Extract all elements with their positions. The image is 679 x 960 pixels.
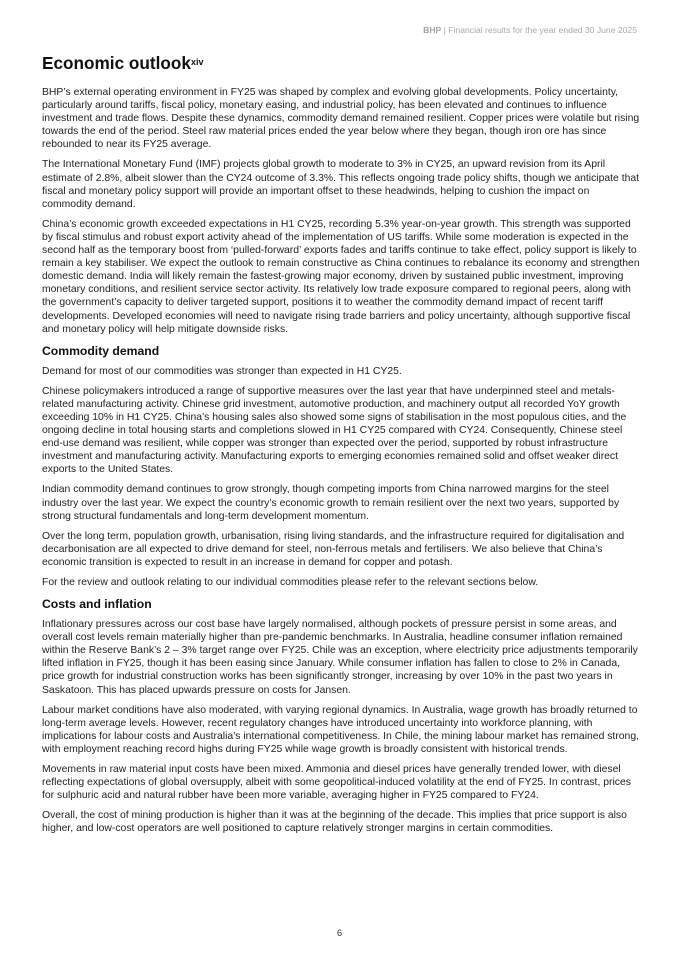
costs-paragraph-4: Overall, the cost of mining production is higher than it was at the beginning of the decade. This implies that price support is also higher, and low-cost operators are well positioned to capture relatively stronger margins in certain commodities. (42, 810, 627, 835)
commodity-paragraph-2: Chinese policymakers introduced a range of supportive measures over the last year that have underpinned steel and metals-related manufacturing activity. Chinese grid investment, automotive production, and machinery output all recorded YoY growth exceeding 10% in H1 CY25. China’s housing sales also showed some signs of stabilisation in the most populous cities, and the ongoing decline in total housing starts and completions slowed in H1 CY25 compared with CY24. Consequently, Chinese steel end-use demand was resilient, while copper was stronger than expected over the period, supported by robust infrastructure investment and manufacturing activity. Manufacturing exports to emerging economies remained solid and offset weaker direct exports to the United States. (42, 385, 627, 476)
costs-paragraph-1: Inflationary pressures across our cost base have largely normalised, although pockets of pressure persist in some areas, and overall cost levels remain materially higher than pre-pandemic benchmarks. In Australia, headline consumer inflation remained within the Reserve Bank’s 2 – 3% target range over FY25. Chile was an exception, where electricity price adjustments temporarily lifted inflation in FY25, though it has been easing since January. While consumer inflation has fallen to close to 2% in Canada, price growth for industrial construction works has been significantly stronger, increasing by over 10% in the past two years in Saskatoon. This has placed upwards pressure on costs for Jansen. (42, 619, 638, 696)
header-separator: | (441, 25, 449, 35)
costs-inflation-heading: Costs and inflation (42, 597, 152, 612)
header-subtitle: Financial results for the year ended 30 June 2025 (448, 25, 637, 35)
commodity-paragraph-5: For the review and outlook relating to our individual commodities please refer to the relevant sections below. (42, 577, 539, 588)
costs-paragraph-2: Labour market conditions have also moderated, with varying regional dynamics. In Australia, wage growth has broadly returned to long-term average levels. However, recent regulatory changes have introduced uncertainty into workforce planning, with implications for labour costs and Australia’s international competitiveness. In Chile, the mining labour market has remained strong, with employment reaching record highs during FY25 while wage growth is broadly consistent with historical trends. (42, 704, 639, 755)
commodity-paragraph-3: Indian commodity demand continues to grow strongly, though competing imports from China narrowed margins for the steel industry over the last year. We expect the country’s economic growth to remain resilient over the next two years, supported by strong structural fundamentals and long-term development momentum. (42, 484, 620, 522)
costs-paragraph-3: Movements in raw material input costs have been mixed. Ammonia and diesel prices have generally trended lower, with diesel reflecting expectations of global oversupply, albeit with some geopolitical-induced volatility at the end of FY25. In contrast, prices for sulphuric acid and natural rubber have been more variable, averaging higher in FY25 compared to FY24. (42, 764, 631, 802)
page-number: 6 (336, 928, 343, 939)
intro-paragraph-3: China’s economic growth exceeded expectations in H1 CY25, recording 5.3% year-on-year growth. This strength was supported by fiscal stimulus and robust export activity ahead of the implementation of US tariffs. While some moderation is expected in the second half as the temporary boost from ‘pulled-forward’ exports fades and tariffs continue to take effect, policy support is likely to remain a key stabiliser. We expect the outlook to remain constructive as China continues to rebalance its economy and strengthen domestic demand. India will likely remain the fastest-growing major economy, driven by sustained public investment, improving monetary conditions, and resilient service sector activity. Its relatively low trade exposure compared to regional peers, along with the government’s capacity to deliver targeted support, positions it to weather the commodity demand impact of recent tariff developments. Developed economies will need to navigate rising trade barriers and policy uncertainty, although supportive fiscal and monetary policy will help mitigate downside risks. (42, 218, 640, 335)
page-title-text: Economic outlook (42, 53, 191, 73)
page-content (42, 52, 640, 843)
commodity-paragraph-1: Demand for most of our commodities was stronger than expected in H1 CY25. (42, 365, 402, 377)
title-footnote-marker: xiv (190, 57, 204, 67)
commodity-demand-heading: Commodity demand (42, 343, 160, 358)
intro-paragraph-2: The International Monetary Fund (IMF) projects global growth to moderate to 3% in CY25, an upward revision from its April estimate of 2.8%, albeit slower than the CY24 outcome of 3.3%. This reflects ongoing trade policy shifts, though we anticipate that fiscal and monetary policy support will provide an important offset to these headwinds, helping to cushion the impact on commodity demand. (42, 159, 640, 210)
page-title (42, 52, 640, 74)
header-brand: BHP (423, 25, 442, 35)
intro-paragraph-1: BHP’s external operating environment in FY25 was shaped by complex and evolving global developments. Policy uncertainty, particularly around tariffs, fiscal policy, monetary easing, and industrial policy, has been elevated and continues to influence investment and trade flows. Despite these dynamics, commodity demand remained resilient. Copper prices were volatile but rising towards the end of the period. Steel raw material prices ended the year below where they began, though iron ore has since rebounded to near its FY25 average. (42, 87, 640, 151)
commodity-paragraph-4: Over the long term, population growth, urbanisation, rising living standards, and the infrastructure required for digitalisation and decarbonisation are all expected to drive demand for steel, non-ferrous metals and fertilisers. We also believe that China’s economic transition is expected to result in an increase in demand for copper and potash. (42, 530, 625, 568)
running-header (423, 25, 637, 35)
